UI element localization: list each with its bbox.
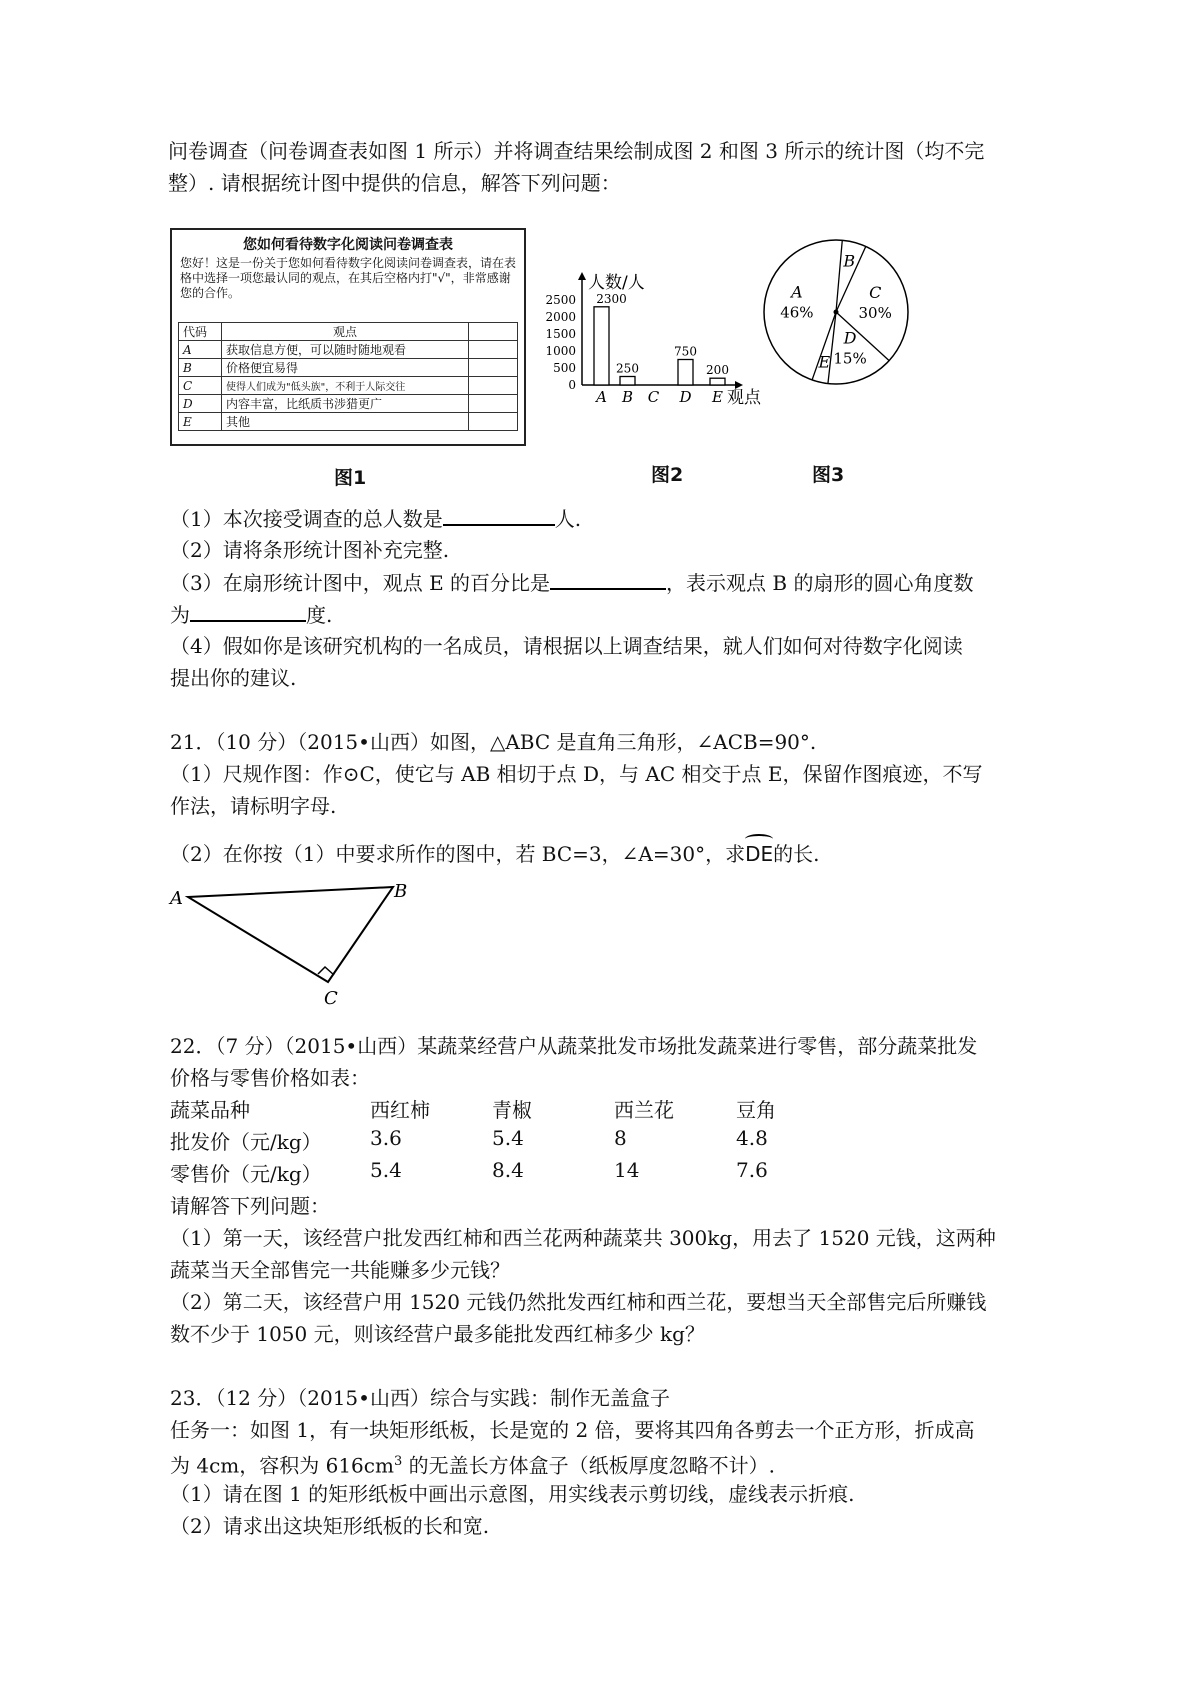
- triangle-figure: [168, 882, 408, 1010]
- q23-task1: 任务一：如图 1，有一块矩形纸板，长是宽的 2 倍，要将其四角各剪去一个正方形，折成高: [170, 1418, 975, 1442]
- survey-row-view: 价格便宜易得: [222, 359, 469, 377]
- q20-part3-unit: 度.: [306, 603, 333, 627]
- survey-tick-cell: [469, 413, 518, 431]
- survey-row-view: 其他: [222, 413, 469, 431]
- price-cell: 7.6: [736, 1158, 768, 1182]
- pie-slice-label: B: [843, 251, 856, 271]
- triangle-vertex-b: B: [394, 882, 408, 902]
- q23-superscript: 3: [393, 1454, 403, 1469]
- price-header-cell: 西兰花: [614, 1098, 674, 1122]
- pie-chart: [756, 232, 916, 392]
- right-angle-mark: [318, 967, 334, 975]
- bar-data-label: 750: [674, 344, 697, 359]
- price-cell: 批发价（元/kg）: [170, 1130, 322, 1154]
- q22-part1-cont: 蔬菜当天全部售完一共能赚多少元钱？: [170, 1258, 510, 1282]
- figure-3-caption: 图3: [812, 464, 845, 486]
- y-tick-label: 2000: [545, 310, 576, 324]
- q20-part1-unit: 人.: [554, 507, 582, 531]
- survey-row-code: D: [179, 395, 222, 413]
- price-cell: 8.4: [492, 1158, 524, 1182]
- survey-figure: [170, 228, 526, 446]
- survey-row-view: 使得人们成为"低头族"，不利于人际交往: [222, 377, 469, 395]
- price-header-cell: 西红柿: [370, 1098, 430, 1122]
- bar: [678, 360, 693, 386]
- survey-row-code: C: [179, 377, 222, 395]
- figure-2-caption: 图2: [651, 464, 684, 486]
- arc-de: [745, 838, 773, 870]
- price-table-header: [170, 1094, 870, 1126]
- answer-blank-2[interactable]: [550, 566, 666, 590]
- price-table: [170, 1094, 870, 1190]
- x-tick-label: D: [679, 388, 692, 406]
- q20-part2: （2）请将条形统计图补充完整.: [170, 538, 450, 562]
- q20-part3-text-b: ，表示观点 B 的扇形的圆心角度数: [666, 571, 974, 595]
- x-axis-label: 观点: [727, 388, 761, 408]
- survey-header-view: 观点: [222, 323, 469, 341]
- q21-part2-tail: 的长.: [773, 842, 820, 866]
- q23-task1-cont: [170, 1446, 775, 1482]
- intro-line-2: 整）. 请根据统计图中提供的信息，解答下列问题：: [168, 171, 621, 195]
- q20-part3-text-c: 为: [170, 603, 190, 627]
- q21-part1: （1）尺规作图：作⊙C，使它与 AB 相切于点 D，与 AC 相交于点 E，保留作图痕迹，不写: [170, 762, 983, 786]
- survey-tick-cell: [469, 377, 518, 395]
- q21-part1-cont: 作法，请标明字母.: [170, 794, 337, 818]
- y-axis-label: 人数/人: [588, 273, 645, 293]
- survey-row-code: B: [179, 359, 222, 377]
- price-header-cell: 蔬菜品种: [170, 1098, 250, 1122]
- survey-row-view: 获取信息方便，可以随时随地观看: [222, 341, 469, 359]
- q20-part3-text: （3）在扇形统计图中，观点 E 的百分比是: [170, 571, 551, 595]
- q23-task1-text: 为 4cm，容积为 616cm: [170, 1453, 394, 1478]
- q20-part4-cont: 提出你的建议.: [170, 666, 297, 690]
- q22-part2-cont: 数不少于 1050 元，则该经营户最多能批发西红柿多少 kg？: [170, 1322, 705, 1346]
- answer-blank-1[interactable]: [443, 502, 555, 526]
- figure-1-caption: 图1: [334, 467, 367, 489]
- price-cell: 3.6: [370, 1126, 402, 1150]
- pie-slice-label: A: [791, 282, 803, 302]
- x-tick-label: E: [712, 388, 723, 406]
- survey-intro: 您好！这是一份关于您如何看待数字化阅读问卷调查表，请在表格中选择一项您最认同的观点，在其后空格内打"√"，非常感谢您的合作。: [180, 256, 517, 300]
- triangle-vertex-c: C: [324, 988, 338, 1009]
- price-table-row: [170, 1126, 870, 1158]
- survey-tick-header: [469, 323, 518, 341]
- q22-ask: 请解答下列问题：: [170, 1194, 330, 1218]
- price-header-cell: 青椒: [492, 1098, 532, 1122]
- price-cell: 5.4: [492, 1126, 524, 1150]
- survey-tick-cell: [469, 341, 518, 359]
- q20-part4: （4）假如你是该研究机构的一名成员，请根据以上调查结果，就人们如何对待数字化阅读: [170, 634, 963, 658]
- bar: [710, 378, 725, 385]
- q21-part2-text: （2）在你按（1）中要求所作的图中，若 BC=3，∠A=30°，求: [170, 842, 746, 866]
- bar: [620, 377, 635, 386]
- price-cell: 5.4: [370, 1158, 402, 1182]
- y-tick-label: 500: [553, 361, 576, 375]
- y-axis-arrow: [578, 272, 586, 280]
- q20-part3-cont: [170, 598, 332, 631]
- bar: [594, 307, 609, 385]
- triangle-vertex-a: A: [170, 888, 183, 909]
- pie-slice-label: E: [818, 352, 831, 372]
- price-table-row: [170, 1158, 870, 1190]
- price-cell: 4.8: [736, 1126, 768, 1150]
- survey-title: 您如何看待数字化阅读问卷调查表: [243, 237, 453, 253]
- survey-row-code: E: [179, 413, 222, 431]
- arc-de-label: DE: [745, 842, 774, 866]
- q22-heading-cont: 价格与零售价格如表：: [170, 1066, 370, 1090]
- answer-blank-3[interactable]: [190, 598, 306, 622]
- bar-data-label: 2300: [596, 291, 627, 306]
- pie-value-label: 30%: [858, 303, 892, 322]
- y-tick-label: 1000: [545, 344, 576, 358]
- x-tick-label: C: [647, 388, 660, 406]
- q23-heading: 23．（12 分）（2015•山西）综合与实践：制作无盖盒子: [170, 1386, 670, 1410]
- bar-data-label: 200: [706, 363, 729, 378]
- intro-line-1: 问卷调查（问卷调查表如图 1 所示）并将调查结果绘制成图 2 和图 3 所示的统计图（均不完: [168, 139, 985, 163]
- survey-tick-cell: [469, 359, 518, 377]
- q22-heading: 22．（7 分）（2015•山西）某蔬菜经营户从蔬菜批发市场批发蔬菜进行零售，部分蔬菜批发: [170, 1034, 978, 1058]
- pie-slice-label: D: [843, 328, 857, 348]
- x-tick-label: B: [621, 388, 634, 406]
- pie-center: [834, 310, 839, 315]
- pie-value-label: 46%: [780, 303, 814, 322]
- price-cell: 8: [614, 1126, 627, 1150]
- bar-data-label: 250: [616, 361, 639, 376]
- survey-header-code: 代码: [179, 323, 222, 341]
- pie-slice-label: C: [869, 282, 882, 302]
- q23-task1-tail: 的无盖长方体盒子（纸板厚度忽略不计）.: [402, 1453, 775, 1478]
- y-tick-label: 0: [568, 378, 576, 392]
- survey-row-code: A: [179, 341, 222, 359]
- price-header-cell: 豆角: [736, 1098, 776, 1122]
- y-tick-label: 1500: [545, 327, 576, 341]
- bar-chart: [540, 255, 780, 435]
- price-cell: 14: [614, 1158, 640, 1182]
- x-tick-label: A: [596, 388, 607, 406]
- y-tick-label: 2500: [545, 293, 576, 307]
- q20-part1: [170, 502, 581, 535]
- survey-table: [178, 322, 518, 431]
- q22-part1: （1）第一天，该经营户批发西红柿和西兰花两种蔬菜共 300kg，用去了 1520 元钱，这两种: [170, 1226, 996, 1250]
- q21-part2: [170, 838, 819, 870]
- survey-row-view: 内容丰富，比纸质书涉猎更广: [222, 395, 469, 413]
- q20-part3: [170, 566, 973, 599]
- q22-part2: （2）第二天，该经营户用 1520 元钱仍然批发西红柿和西兰花，要想当天全部售完后所赚钱: [170, 1290, 987, 1314]
- q20-part1-text: （1）本次接受调查的总人数是: [170, 507, 443, 531]
- survey-tick-cell: [469, 395, 518, 413]
- arc-mark: [745, 834, 773, 844]
- pie-value-label: 15%: [833, 349, 867, 368]
- q23-part2: （2）请求出这块矩形纸板的长和宽.: [170, 1514, 490, 1538]
- price-cell: 零售价（元/kg）: [170, 1162, 322, 1186]
- triangle-abc: [188, 887, 393, 982]
- q21-heading: 21．（10 分）（2015•山西）如图，△ABC 是直角三角形，∠ACB=90°.: [170, 730, 817, 754]
- q23-part1: （1）请在图 1 的矩形纸板中画出示意图，用实线表示剪切线，虚线表示折痕.: [170, 1482, 855, 1506]
